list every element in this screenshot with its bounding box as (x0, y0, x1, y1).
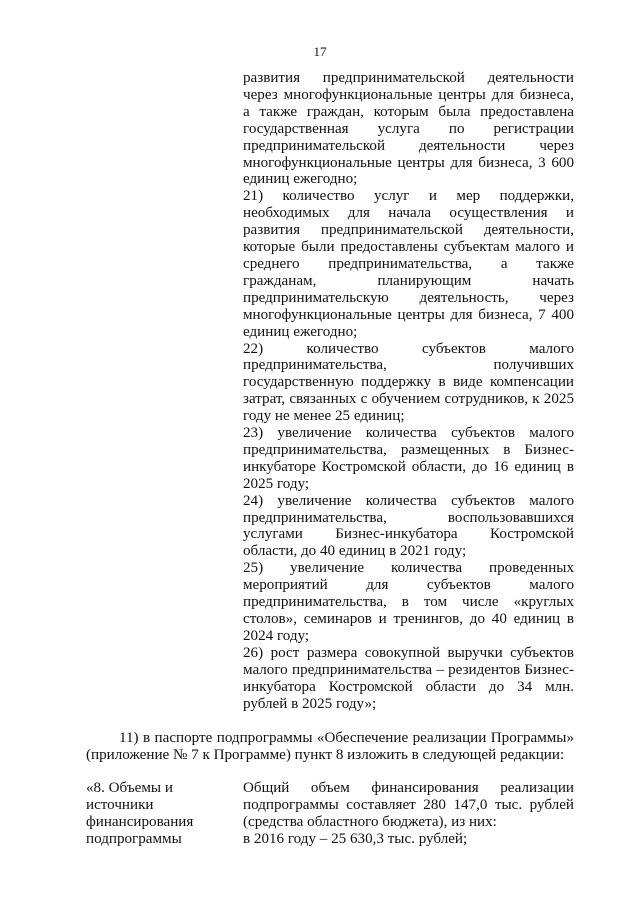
indicator-item: 21) количество услуг и мер поддержки, необходимых для начала осуществления и развития предпринимательской деятельности, которые были предоставлены субъектам малого и среднего предпринимательства, а также гражданам, планирующим начать предпринимательскую деятельность, через многофункциональные центры для бизнеса, 7 400 единиц ежегодно; (243, 188, 574, 340)
passport-value (243, 780, 574, 848)
indicator-item: 23) увеличение количества субъектов малого предпринимательства, размещенных в Бизнес-инкубаторе Костромской области, до 16 единиц в 2025 году; (243, 425, 574, 492)
indicator-item: 24) увеличение количества субъектов малого предпринимательства, воспользовавшихся услугами Бизнес-инкубатора Костромской области, до 40 единиц в 2021 году; (243, 492, 574, 560)
passport-label: «8. Объемы и источники финансирования подпрограммы (86, 780, 194, 847)
passport-value-line: Общий объем финансирования реализации подпрограммы составляет 280 147,0 тыс. рублей (средства областного бюджета), из них: (243, 780, 574, 830)
passport-value-line: в 2016 году – 25 630,3 тыс. рублей; (243, 830, 468, 847)
indicator-item: развития предпринимательской деятельности через многофункциональные центры для бизнеса, а также граждан, которым была предоставлена государственная услуга по регистрации предпринимательской деятельности через многофункциональные центры для бизнеса, 3 600 единиц ежегодно; (243, 70, 574, 188)
amendment-paragraph: 11) в паспорте подпрограммы «Обеспечение реализации Программы» (приложение № 7 к Программе) пункт 8 изложить в следующей редакции: (86, 730, 574, 763)
indicator-item: 26) рост размера совокупной выручки субъектов малого предпринимательства – резидентов Бизнес-инкубатора Костромской области до 34 млн. рублей в 2025 году»; (243, 644, 574, 712)
indicator-list (243, 70, 574, 712)
indicator-item: 25) увеличение количества проведенных мероприятий для субъектов малого предпринимательства, в том числе «круглых столов», семинаров и тренингов, до 40 единиц в 2024 году; (243, 560, 574, 644)
page-number: 17 (313, 44, 327, 59)
indicator-item: 22) количество субъектов малого предпринимательства, получивших государственную поддержку в виде компенсации затрат, связанных с обучением сотрудников, к 2025 году не менее 25 единиц; (243, 340, 574, 425)
